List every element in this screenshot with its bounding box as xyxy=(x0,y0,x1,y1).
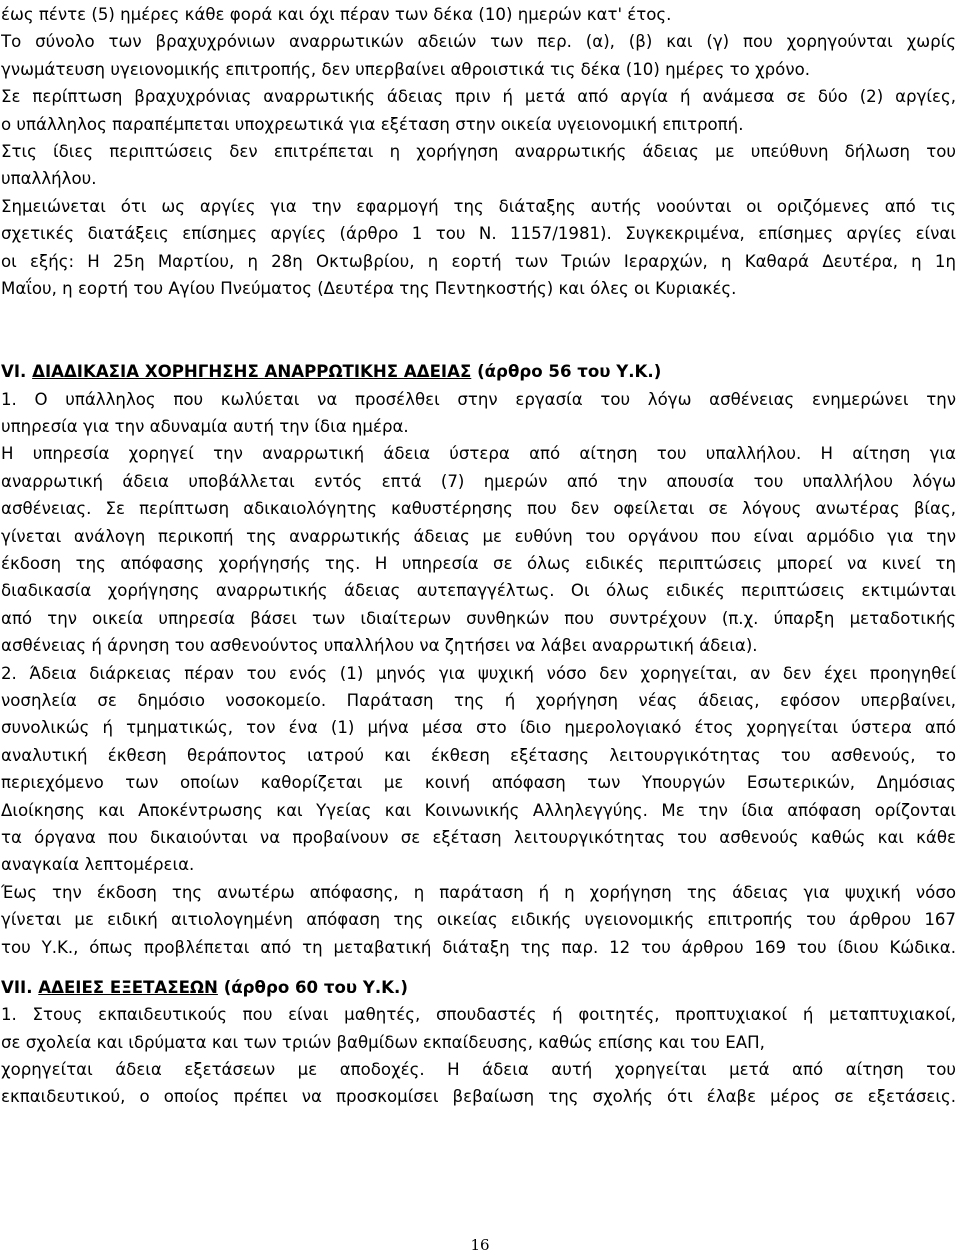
section-number: VI. xyxy=(1,362,27,382)
text-line: 1. Στους εκπαιδευτικούς που είναι μαθητές, σπουδαστές ή φοιτητές, προπτυχιακοί ή μεταπτυχιακοί, xyxy=(1,1005,956,1025)
text-line: γνωμάτευση υγειονομικής επιτροπής, δεν υπερβαίνει αθροιστικά τις δέκα (10) ημέρες το χρόνο. xyxy=(1,59,811,79)
text-line: περιεχόμενο των οποίων καθορίζεται με κοινή απόφαση των Υπουργών Εσωτερικών, Δημόσιας xyxy=(1,773,956,793)
page-number: 16 xyxy=(470,1236,490,1254)
text-line: Σημειώνεται ότι ως αργίες για την εφαρμογή της διάταξης αυτής νοούνται οι οριζόμενες από τις xyxy=(1,196,956,216)
text-line: αναγκαία λεπτομέρεια. xyxy=(1,855,195,875)
text-line: σχετικές διατάξεις επίσημες αργίες (άρθρο 1 του Ν. 1157/1981). Συγκεκριμένα, επίσημες αργίες είναι xyxy=(1,224,956,244)
text-line: αναρρωτική άδεια υποβάλλεται εντός επτά (7) ημερών από την απουσία του υπαλλήλου λόγω xyxy=(1,471,956,491)
text-line: Μαΐου, η εορτή του Αγίου Πνεύματος (Δευτέρα της Πεντηκοστής) και όλες οι Κυριακές. xyxy=(1,278,737,298)
text-line: τα όργανα που δικαιούνται να προβαίνουν σε εξέταση λειτουργικότητας του ασθενούς καθώς και κάθε xyxy=(1,827,956,847)
text-line: χορηγείται άδεια εξετάσεων με αποδοχές. Η άδεια αυτή χορηγείται μετά από αίτηση του xyxy=(1,1060,956,1080)
text-line: υπαλλήλου. xyxy=(1,169,97,189)
text-line: έκδοση της απόφασης χορήγησής της. Η υπηρεσία σε όλως ειδικές περιπτώσεις μπορεί να κινεί τη xyxy=(1,554,956,574)
spacer xyxy=(1,961,956,974)
text-line: Στις ίδιες περιπτώσεις δεν επιτρέπεται η χορήγηση αναρρωτικής άδειας με υπεύθυνη δήλωση του xyxy=(1,141,956,161)
text-line: του Υ.Κ., όπως προβλέπεται από τη μεταβατική διάταξη της παρ. 12 του άρθρου 169 του ίδιου Κώδικα. xyxy=(1,937,956,957)
section-number: VII. xyxy=(1,977,33,997)
text-line: Η υπηρεσία χορηγεί την αναρρωτική άδεια ύστερα από αίτηση του υπαλλήλου. Η αίτηση για xyxy=(1,444,956,464)
text-line: οι εξής: Η 25η Μαρτίου, η 28η Οκτωβρίου, η εορτή των Τριών Ιεραρχών, η Καθαρά Δευτέρα, η 1η xyxy=(1,251,956,271)
section-reference: (άρθρο 60 του Υ.Κ.) xyxy=(223,977,408,997)
text-line: υπηρεσία για την αδυναμία αυτή την ίδια ημέρα. xyxy=(1,417,409,437)
text-line: ασθένειας. Σε περίπτωση αδικαιολόγητης καθυστέρησης που δεν οφείλεται σε λόγους ανωτέρας βίας, xyxy=(1,499,956,519)
text-line: σε σχολεία και ιδρύματα και των τριών βαθμίδων εκπαίδευσης, καθώς επίσης και του ΕΑΠ, xyxy=(1,1032,765,1052)
spacer xyxy=(1,331,956,358)
text-line: Σε περίπτωση βραχυχρόνιας αναρρωτικής άδειας πριν ή μετά από αργία ή ανάμεσα σε δύο (2) αργίες, xyxy=(1,87,956,107)
text-line: ο υπάλληλος παραπέμπεται υποχρεωτικά για εξέταση στην οικεία υγειονομική επιτροπή. xyxy=(1,114,744,134)
text-line: Το σύνολο των βραχυχρόνιων αναρρωτικών αδειών των περ. (α), (β) και (γ) που χορηγούνται χωρίς xyxy=(1,32,956,52)
section-heading xyxy=(1,358,956,385)
section-vii xyxy=(1,974,956,1111)
text-line: αναλυτική έκθεση θεράποντος ιατρού και έκθεση εξέτασης λειτουργικότητας του ασθενούς, το xyxy=(1,745,956,765)
text-line: νοσηλεία σε δημόσιο νοσοκομείο. Παράταση της ή χορήγηση νέας άδειας, εφόσον υπερβαίνει, xyxy=(1,690,956,710)
section-heading xyxy=(1,974,956,1001)
text-line: γίνεται με ειδική αιτιολογημένη απόφαση της οικείας ειδικής υγειονομικής επιτροπής του άρθρου 167 xyxy=(1,910,956,930)
text-line: Έως την έκδοση της ανωτέρω απόφασης, η παράταση ή η χορήγηση της άδειας για ψυχική νόσο xyxy=(1,882,956,902)
top-text-block xyxy=(1,1,956,302)
text-line: διαδικασία χορήγησης αναρρωτικής άδειας αυτεπαγγέλτως. Οι όλως ειδικές περιπτώσεις εκτιμώνται xyxy=(1,581,956,601)
text-line: εκπαιδευτικού, ο οποίος πρέπει να προσκομίσει βεβαίωση της σχολής ότι έλαβε μέρος σε εξετάσεις. xyxy=(1,1087,956,1107)
section-title: ΔΙΑΔΙΚΑΣΙΑ ΧΟΡΗΓΗΣΗΣ ΑΝΑΡΡΩΤΙΚΗΣ ΑΔΕΙΑΣ xyxy=(32,362,472,382)
text-line: 1. Ο υπάλληλος που κωλύεται να προσέλθει στην εργασία του λόγω ασθένειας ενημερώνει την xyxy=(1,389,956,409)
section-reference: (άρθρο 56 του Υ.Κ.) xyxy=(477,362,662,382)
text-line: συνολικώς ή τμηματικώς, τον ένα (1) μήνα μέσα στο ίδιο ημερολογιακό έτος χορηγείται ύστερα από xyxy=(1,718,956,738)
text-line: γίνεται ανάλογη περικοπή της αναρρωτικής άδειας με ευθύνη του οργάνου που είναι αρμόδιο για την xyxy=(1,526,956,546)
text-line: 2. Άδεια διάρκειας πέραν του ενός (1) μηνός για ψυχική νόσο δεν χορηγείται, αν δεν έχει προηγηθεί xyxy=(1,663,956,683)
text-line: Διοίκησης και Αποκέντρωσης και Υγείας και Κοινωνικής Αλληλεγγύης. Με την ίδια απόφαση ορίζονται xyxy=(1,800,956,820)
section-title: ΑΔΕΙΕΣ ΕΞΕΤΑΣΕΩΝ xyxy=(38,977,218,997)
text-line: από την οικεία υπηρεσία βάσει των ιδιαίτερων συνθηκών που συντρέχουν (π.χ. ύπαρξη μεταδοτικής xyxy=(1,608,956,628)
text-line: ασθένειας ή άρνηση του ασθενούντος υπαλλήλου να ζητήσει να λάβει αναρρωτική άδεια). xyxy=(1,636,758,656)
text-line: έως πέντε (5) ημέρες κάθε φορά και όχι πέραν των δέκα (10) ημερών κατ' έτος. xyxy=(1,5,672,24)
section-vi xyxy=(1,358,956,961)
spacer xyxy=(1,302,956,331)
